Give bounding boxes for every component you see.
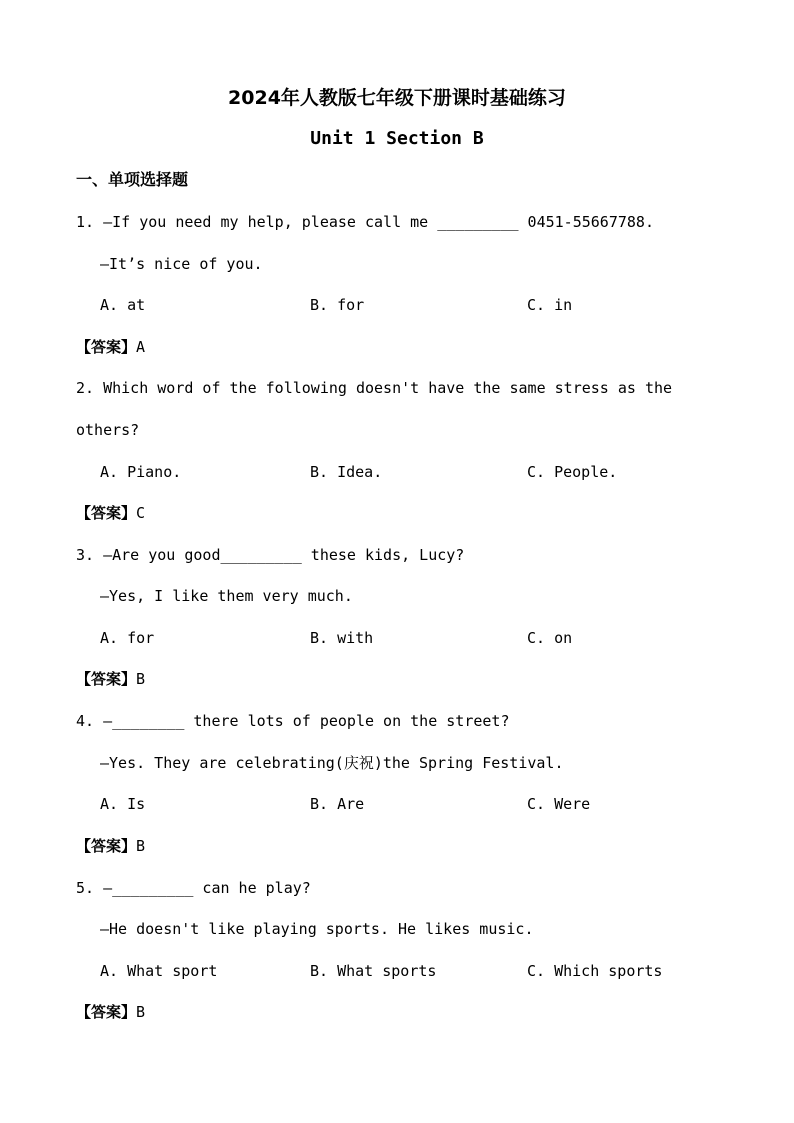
answer-label: 【答案】 (76, 504, 137, 522)
question-1-option-a: A. at (100, 296, 146, 314)
question-5-stem: 5. —_________ can he play? (76, 879, 311, 897)
question-2-option-c: C. People. (527, 463, 618, 481)
question-3-option-c: C. on (527, 629, 573, 647)
question-4-answer (76, 835, 145, 857)
answer-value: B (136, 837, 146, 855)
question-1-reply: —It’s nice of you. (100, 255, 263, 273)
question-3-answer (76, 668, 145, 690)
question-5-reply: —He doesn't like playing sports. He likes music. (100, 920, 534, 938)
question-2-stem: 2. Which word of the following doesn't have the same stress as the (76, 379, 673, 397)
answer-label: 【答案】 (76, 670, 137, 688)
question-2-option-a: A. Piano. (100, 463, 182, 481)
answer-label: 【答案】 (76, 1003, 137, 1021)
question-3-option-a: A. for (100, 629, 155, 647)
question-1-option-b: B. for (310, 296, 365, 314)
answer-value: B (136, 1003, 146, 1021)
question-4-option-b: B. Are (310, 795, 365, 813)
question-3-reply: —Yes, I like them very much. (100, 587, 353, 605)
question-4-option-a: A. Is (100, 795, 146, 813)
section-heading: 一、单项选择题 (76, 170, 189, 189)
answer-label: 【答案】 (76, 338, 137, 356)
answer-value: B (136, 670, 146, 688)
question-3-option-b: B. with (310, 629, 374, 647)
question-5-option-a: A. What sport (100, 962, 218, 980)
answer-value: C (136, 504, 146, 522)
question-2-stem-continued: others? (76, 421, 140, 439)
question-1-option-c: C. in (527, 296, 573, 314)
question-5-option-c: C. Which sports (527, 962, 663, 980)
answer-value: A (136, 338, 146, 356)
question-3-stem: 3. —Are you good_________ these kids, Lucy? (76, 546, 465, 564)
question-4-reply: —Yes. They are celebrating(庆祝)the Spring Festival. (100, 754, 564, 772)
question-5-answer (76, 1001, 145, 1023)
question-2-answer (76, 502, 145, 524)
page-subtitle: Unit 1 Section B (310, 128, 484, 149)
answer-label: 【答案】 (76, 837, 137, 855)
question-1-stem: 1. —If you need my help, please call me _________ 0451-55667788. (76, 213, 654, 231)
question-2-option-b: B. Idea. (310, 463, 383, 481)
question-4-option-c: C. Were (527, 795, 591, 813)
question-1-answer (76, 336, 145, 358)
question-4-stem: 4. —________ there lots of people on the street? (76, 712, 510, 730)
question-5-option-b: B. What sports (310, 962, 437, 980)
page-title: 2024年人教版七年级下册课时基础练习 (228, 87, 566, 109)
